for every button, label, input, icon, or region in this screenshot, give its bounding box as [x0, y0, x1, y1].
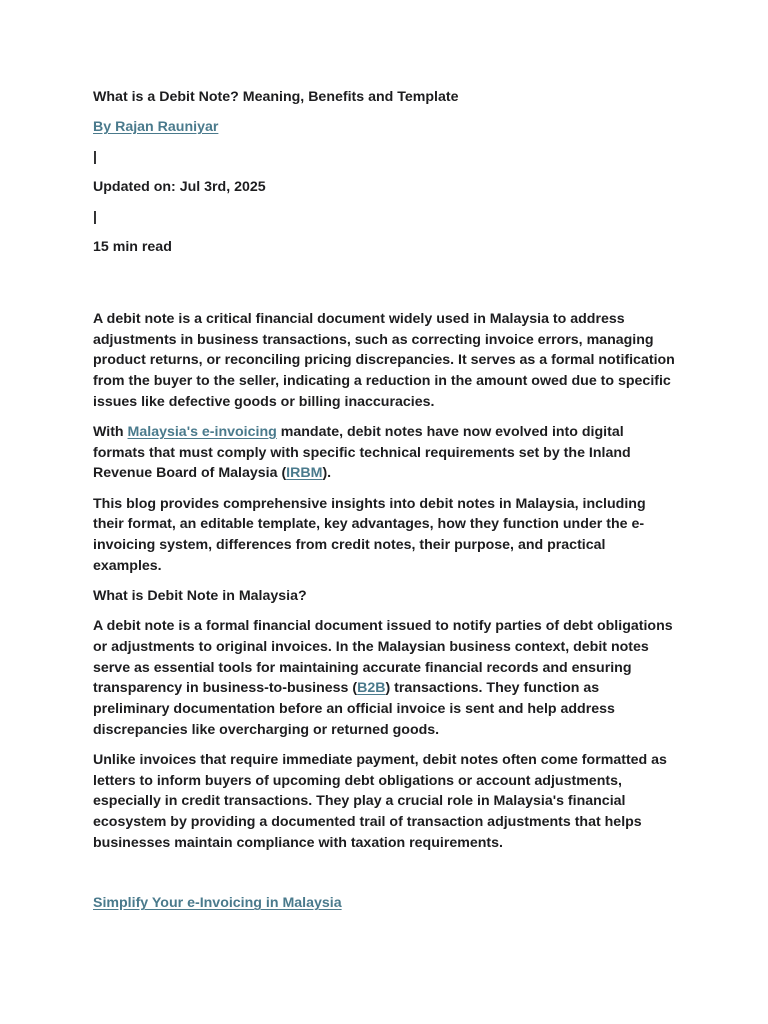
section-paragraph-2: Unlike invoices that require immediate payment, debit notes often come formatted as letters to inform buyers of upcoming debt obligations or account adjustments, especially in credit transactions. They play a crucial role in Malaysia's financial ecosystem by providing a documented trail of transaction adjustments that helps businesses maintain compliance with taxation requirements. — [93, 751, 667, 851]
author-line — [93, 117, 675, 137]
section-p1-text-b: ) transactions. They function as preliminary documentation before an official invoice is sent and help address discrepancies like overcharging or returned goods. — [93, 680, 615, 738]
meta-separator: | — [93, 149, 97, 165]
irbm-link[interactable]: IRBM — [286, 465, 323, 482]
cta-line — [93, 893, 675, 913]
intro-paragraph-1: A debit note is a critical financial document widely used in Malaysia to address adjustments in business transactions, such as correcting invoice errors, managing product returns, or reconciling pricing discrepancies. It serves as a formal notification from the buyer to the seller, indicating a reduction in the amount owed due to specific issues like defective goods or billing inaccuracies. — [93, 311, 675, 410]
author-link[interactable]: By Rajan Rauniyar — [93, 119, 219, 135]
intro-p2-text-a: With — [93, 424, 128, 441]
b2b-link[interactable]: B2B — [357, 680, 386, 697]
cta-link[interactable]: Simplify Your e-Invoicing in Malaysia — [93, 895, 342, 912]
read-time: 15 min read — [93, 239, 172, 255]
intro-paragraph-3: This blog provides comprehensive insights into debit notes in Malaysia, including their format, an editable template, key advantages, how they function under the e-invoicing system, differences from credit notes, their purpose, and practical examples. — [93, 495, 646, 574]
intro-paragraph-2 — [93, 422, 675, 484]
section-paragraph-1 — [93, 616, 675, 740]
article-title: What is a Debit Note? Meaning, Benefits and Template — [93, 89, 459, 105]
meta-separator-2: | — [93, 209, 97, 225]
intro-p2-text-b: mandate, debit notes have now evolved into digital formats that must comply with specific technical requirements set by the Inland Revenue Board of Malaysia ( — [93, 424, 631, 482]
updated-date: Updated on: Jul 3rd, 2025 — [93, 179, 266, 195]
e-invoicing-link[interactable]: Malaysia's e-invoicing — [127, 424, 277, 441]
intro-p2-text-c: ). — [322, 465, 332, 482]
section-heading: What is Debit Note in Malaysia? — [93, 587, 307, 604]
section-p1-text-a: A debit note is a formal financial document issued to notify parties of debt obligations or adjustments to original invoices. In the Malaysian business context, debit notes serve as essential tools for maintaining accurate financial records and ensuring transparency in business-to-business ( — [93, 618, 673, 697]
